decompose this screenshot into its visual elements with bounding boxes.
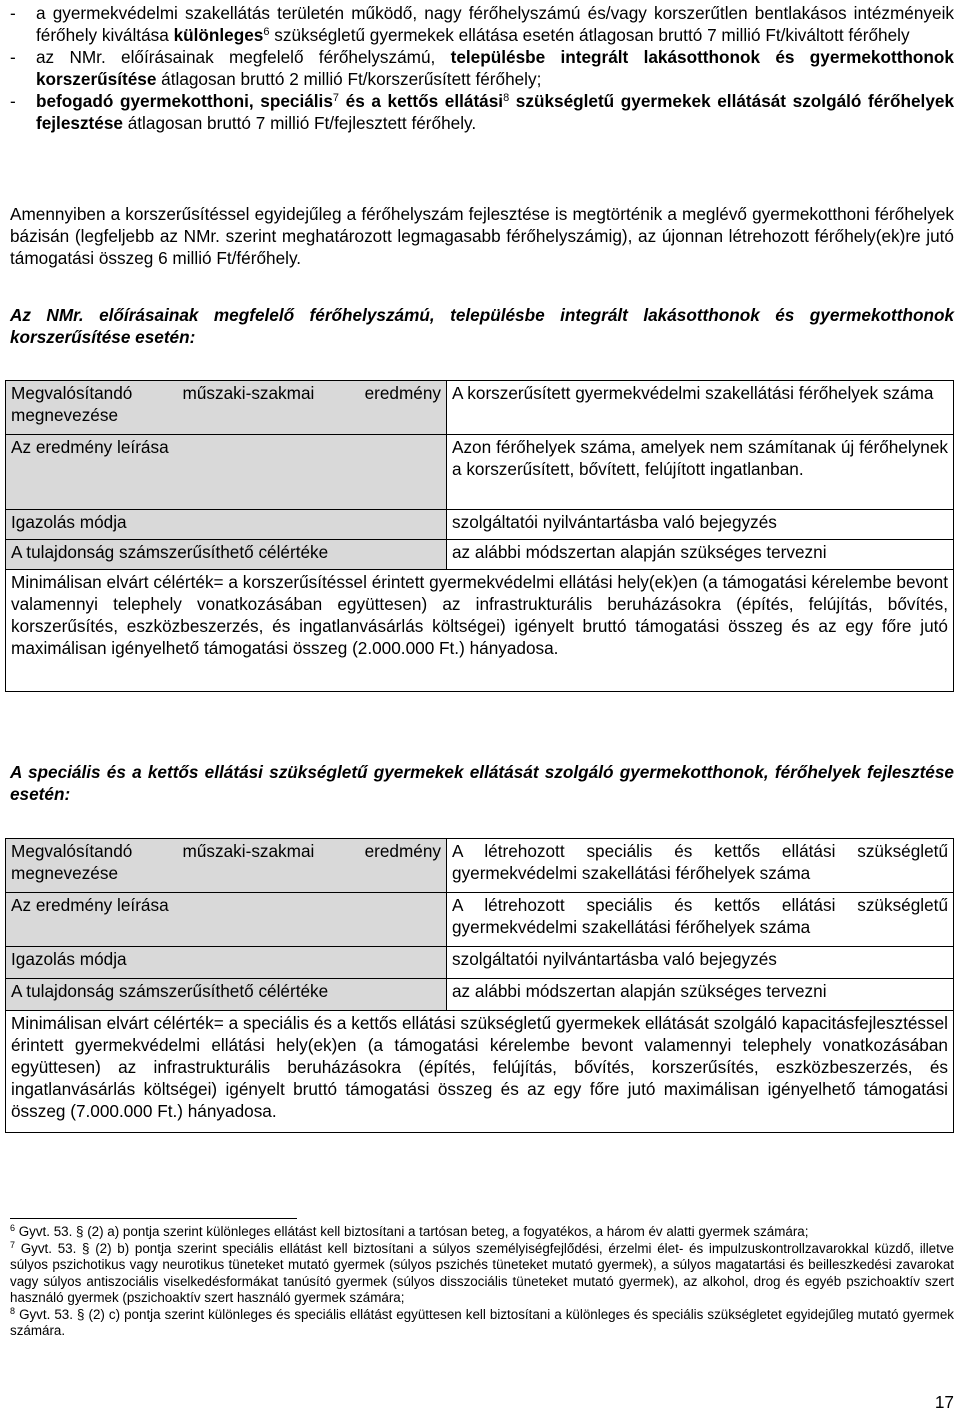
footnote: $^7$ Gyvt. 53. § (2) b) pontja szerint speciális ellátást kell biztosítani a súlyos személyiségfejlődési, érzelmi élet- és impulzuskontrollzavarokkal küzdő, illetve súlyos pszichotikus vagy neurotikus tüneteket mutató gyermek (súlyos pszichés tüneteket mutató gyermek), a súlyos magatartási és beilleszkedési zavarokat vagy súlyos antiszociális viselkedésformákat tanúsító gyermek (súlyos disszociális tüneteket mutató gyermek), az alkohol, drog és egyéb pszichoaktív szert használó gyermek (pszichoaktív szert használó gyermek számára; [10,1239,954,1305]
list-item [10,90,954,134]
list-item-text: a gyermekvédelmi szakellátás területén működő, nagy férőhelyszámú és/vagy korszerűtlen bentlakásos intézményeik férőhely kiváltása különleges$^6$ szükségletű gyermekek ellátása esetén átlagosan bruttó 7 millió Ft/kiváltott férőhely [36,3,954,45]
table-label-cell: Az eredmény leírása [6,435,447,510]
table-label-cell: Megvalósítandó műszaki-szakmai eredmény megnevezése [6,381,447,435]
table-row [6,381,954,435]
table-row [6,893,954,947]
table-value-cell: A korszerűsített gyermekvédelmi szakellátási férőhelyek száma [447,381,954,435]
list-dash: - [10,3,16,23]
table-label-cell: Igazolás módja [6,947,447,979]
list-item-text: az NMr. előírásainak megfelelő férőhelyszámú, településbe integrált lakásotthonok és gyermekotthonok korszerűsítése átlagosan bruttó 2 millió Ft/korszerűsített férőhely; [36,47,954,89]
table-label-cell: A tulajdonság számszerűsíthető célértéke [6,979,447,1011]
table-row [6,570,954,692]
footnote-separator [10,1218,297,1219]
table-label-cell: Megvalósítandó műszaki-szakmai eredmény megnevezése [6,839,447,893]
list-dash: - [10,47,16,67]
table-row [6,979,954,1011]
list-dash: - [10,91,16,111]
indicator-table [5,380,954,692]
footnote: $^6$ Gyvt. 53. § (2) a) pontja szerint különleges ellátást kell biztosítani a tartósan beteg, a fogyatékos, a három év alatti gyermek számára; [10,1223,809,1239]
table-row [6,1011,954,1133]
table-row [6,435,954,510]
list-item-text: befogadó gyermekotthoni, speciális$^7$ és a kettős ellátási$^8$ szükségletű gyermekek ellátását szolgáló férőhelyek fejlesztése átlagosan bruttó 7 millió Ft/fejlesztett férőhely. [36,91,954,133]
section-heading: Az NMr. előírásainak megfelelő férőhelyszámú, településbe integrált lakásotthonok és gyermekotthonok korszerűsítése esetén: [10,305,954,347]
table-value-cell: az alábbi módszertan alapján szükséges tervezni [447,540,954,570]
table-value-cell: A létrehozott speciális és kettős ellátási szükségletű gyermekvédelmi szakellátási férőhelyek száma [447,893,954,947]
list-item [10,46,954,90]
table-label-cell: Az eredmény leírása [6,893,447,947]
table-full-cell: Minimálisan elvárt célérték= a korszerűsítéssel érintett gyermekvédelmi ellátási hely(ek)en (a támogatási kérelembe bevont valamennyi telephely vonatkozásában együttesen) az infrastrukturális beruházásokra (építés, felújítás, bővítés, korszerűsítés, eszközbeszerzés, és ingatlanvásárlás költségei) igényelt bruttó támogatási összeg és az egy főre jutó maximálisan igényelhető támogatási összeg (2.000.000 Ft.) hányadosa. [6,570,954,692]
table-label-cell: Igazolás módja [6,510,447,540]
intro-paragraph: Amennyiben a korszerűsítéssel egyidejűleg a férőhelyszám fejlesztése is megtörténik a meglévő gyermekotthoni férőhelyek bázisán (legfeljebb az NMr. szerint meghatározott legmagasabb férőhelyszámig), az újonnan létrehozott férőhely(ek)re jutó támogatási összeg 6 millió Ft/férőhely. [10,204,954,268]
footnotes [10,1224,954,1340]
table-value-cell: szolgáltatói nyilvántartásba való bejegyzés [447,510,954,540]
table-value-cell: szolgáltatói nyilvántartásba való bejegyzés [447,947,954,979]
table-row [6,839,954,893]
page-number: 17 [934,1392,954,1412]
table-full-cell: Minimálisan elvárt célérték= a speciális és a kettős ellátási szükségletű gyermekek ellátását szolgáló kapacitásfejlesztéssel érintett gyermekvédelmi ellátási hely(ek)en (a támogatási kérelembe bevont valamennyi telephely vonatkozásában együttesen) az infrastrukturális beruházásokra (építés, felújítás, bővítés, korszerűsítés, eszközbeszerzés, és ingatlanvásárlás költségei) igényelt bruttó támogatási összeg és az egy főre jutó maximálisan igényelhető támogatási összeg (7.000.000 Ft.) hányadosa. [6,1011,954,1133]
table-label-cell: A tulajdonság számszerűsíthető célértéke [6,540,447,570]
indicator-table [5,838,954,1133]
table-value-cell: A létrehozott speciális és kettős ellátási szükségletű gyermekvédelmi szakellátási férőhelyek száma [447,839,954,893]
table-row [6,540,954,570]
intro-list [10,2,954,134]
section-heading: A speciális és a kettős ellátási szükségletű gyermekek ellátását szolgáló gyermekotthonok, férőhelyek fejlesztése esetén: [10,762,954,804]
footnote: $^8$ Gyvt. 53. § (2) c) pontja szerint különleges és speciális ellátást együttesen kell biztosítani a különleges és speciális szükségletet egyidejűleg mutató gyermek számára. [10,1305,954,1338]
list-item [10,2,954,46]
table-value-cell: az alábbi módszertan alapján szükséges tervezni [447,979,954,1011]
table-value-cell: Azon férőhelyek száma, amelyek nem számítanak új férőhelynek a korszerűsített, bővített, felújított ingatlanban. [447,435,954,510]
table-row [6,947,954,979]
table-row [6,510,954,540]
